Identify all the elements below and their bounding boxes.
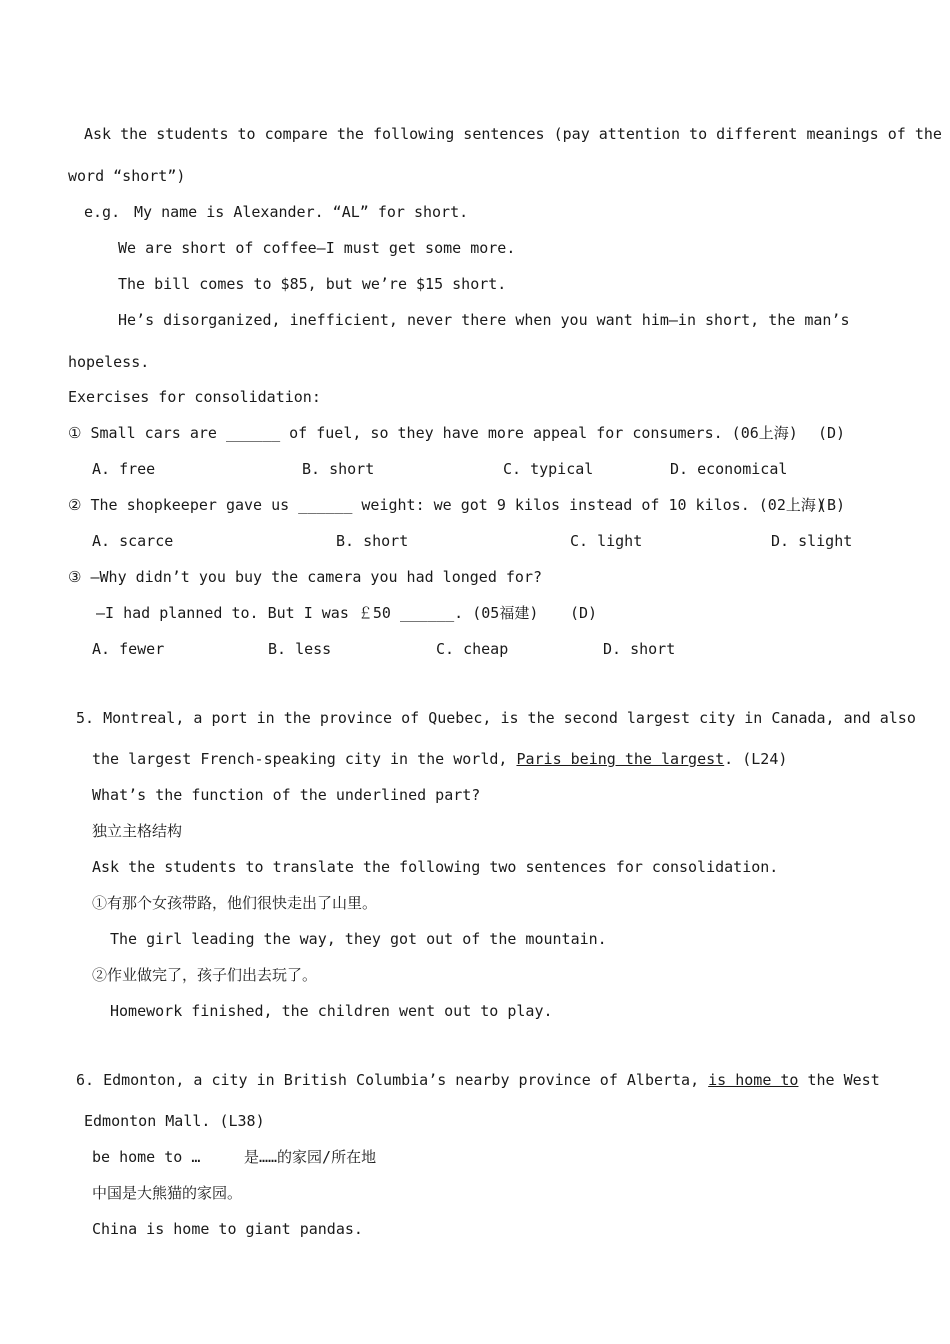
section-5-line-2	[92, 749, 787, 769]
exercise-3-option-c: C. cheap	[436, 640, 509, 658]
exercise-2-option-b: B. short	[336, 532, 409, 550]
example-sentence-1: My name is Alexander. “AL” for short.	[134, 203, 469, 221]
phrase: be home to …	[92, 1148, 201, 1166]
exercise-2-option-c: C. light	[570, 532, 643, 550]
translation-2-chinese: ②作业做完了，孩子们出去玩了。	[92, 966, 318, 984]
section-6-line-1	[76, 1070, 880, 1090]
exercise-2-option-a: A. scarce	[92, 532, 174, 550]
section-5-line-2-end: . (L24)	[724, 750, 788, 768]
exercise-3-answer: (D)	[570, 604, 598, 622]
exercise-2-stem: ② The shopkeeper gave us ______ weight: we got 9 kilos instead of 10 kilos. (02上海)	[68, 496, 825, 514]
exercise-1-option-d: D. economical	[670, 460, 788, 478]
exercises-heading: Exercises for consolidation:	[68, 388, 321, 406]
underlined-phrase: is home to	[708, 1071, 799, 1089]
exercise-3-option-a: A. fewer	[92, 640, 165, 658]
intro-line-1: Ask the students to compare the following sentences (pay attention to different meanings of the	[84, 125, 942, 143]
example-sentence-4-line-2: hopeless.	[68, 353, 150, 371]
exercise-3-option-b: B. less	[268, 640, 332, 658]
section-5-question: What’s the function of the underlined part?	[92, 786, 481, 804]
example-sentence-2: We are short of coffee—I must get some more.	[118, 239, 516, 257]
section-5-line-2-text: the largest French-speaking city in the world,	[92, 750, 517, 768]
translation-1-chinese: ①有那个女孩带路，他们很快走出了山里。	[92, 894, 378, 912]
translation-2-english: Homework finished, the children went out to play.	[110, 1002, 553, 1020]
section-6-line-1-end: the West	[798, 1071, 880, 1089]
example-sentence-4-line-1: He’s disorganized, inefficient, never there when you want him—in short, the man’s	[118, 311, 850, 329]
exercise-1-option-c: C. typical	[503, 460, 594, 478]
section-5-instruction: Ask the students to translate the following two sentences for consolidation.	[92, 858, 779, 876]
exercise-1-answer: (D)	[818, 424, 846, 442]
intro-line-2: word “short”)	[68, 167, 186, 185]
exercise-3-stem-2: —I had planned to. But I was ￡50 ______. (05福建)	[96, 604, 539, 622]
exercise-3-option-d: D. short	[603, 640, 676, 658]
exercise-1-option-b: B. short	[302, 460, 375, 478]
section-6-line-2: Edmonton Mall. (L38)	[84, 1112, 265, 1130]
section-6-line-1-text: 6. Edmonton, a city in British Columbia’s nearby province of Alberta,	[76, 1071, 709, 1089]
translation-1-english: The girl leading the way, they got out of the mountain.	[110, 930, 607, 948]
example-chinese: 中国是大熊猫的家园。	[92, 1184, 243, 1202]
exercise-2-answer: (B)	[818, 496, 846, 514]
exercise-1-option-a: A. free	[92, 460, 156, 478]
section-5-answer: 独立主格结构	[92, 822, 183, 840]
example-english: China is home to giant pandas.	[92, 1220, 363, 1238]
exercise-3-stem-1: ③ —Why didn’t you buy the camera you had longed for?	[68, 568, 543, 586]
underlined-phrase: Paris being the largest	[516, 750, 725, 768]
phrase-meaning: 是……的家园/所在地	[244, 1148, 377, 1166]
exercise-2-option-d: D. slight	[771, 532, 853, 550]
example-prefix: e.g.	[84, 203, 121, 221]
exercise-1-stem: ① Small cars are ______ of fuel, so they have more appeal for consumers. (06上海)	[68, 424, 798, 442]
example-sentence-3: The bill comes to $85, but we’re $15 short.	[118, 275, 507, 293]
section-5-line-1: 5. Montreal, a port in the province of Quebec, is the second largest city in Canada, and also	[76, 709, 916, 727]
